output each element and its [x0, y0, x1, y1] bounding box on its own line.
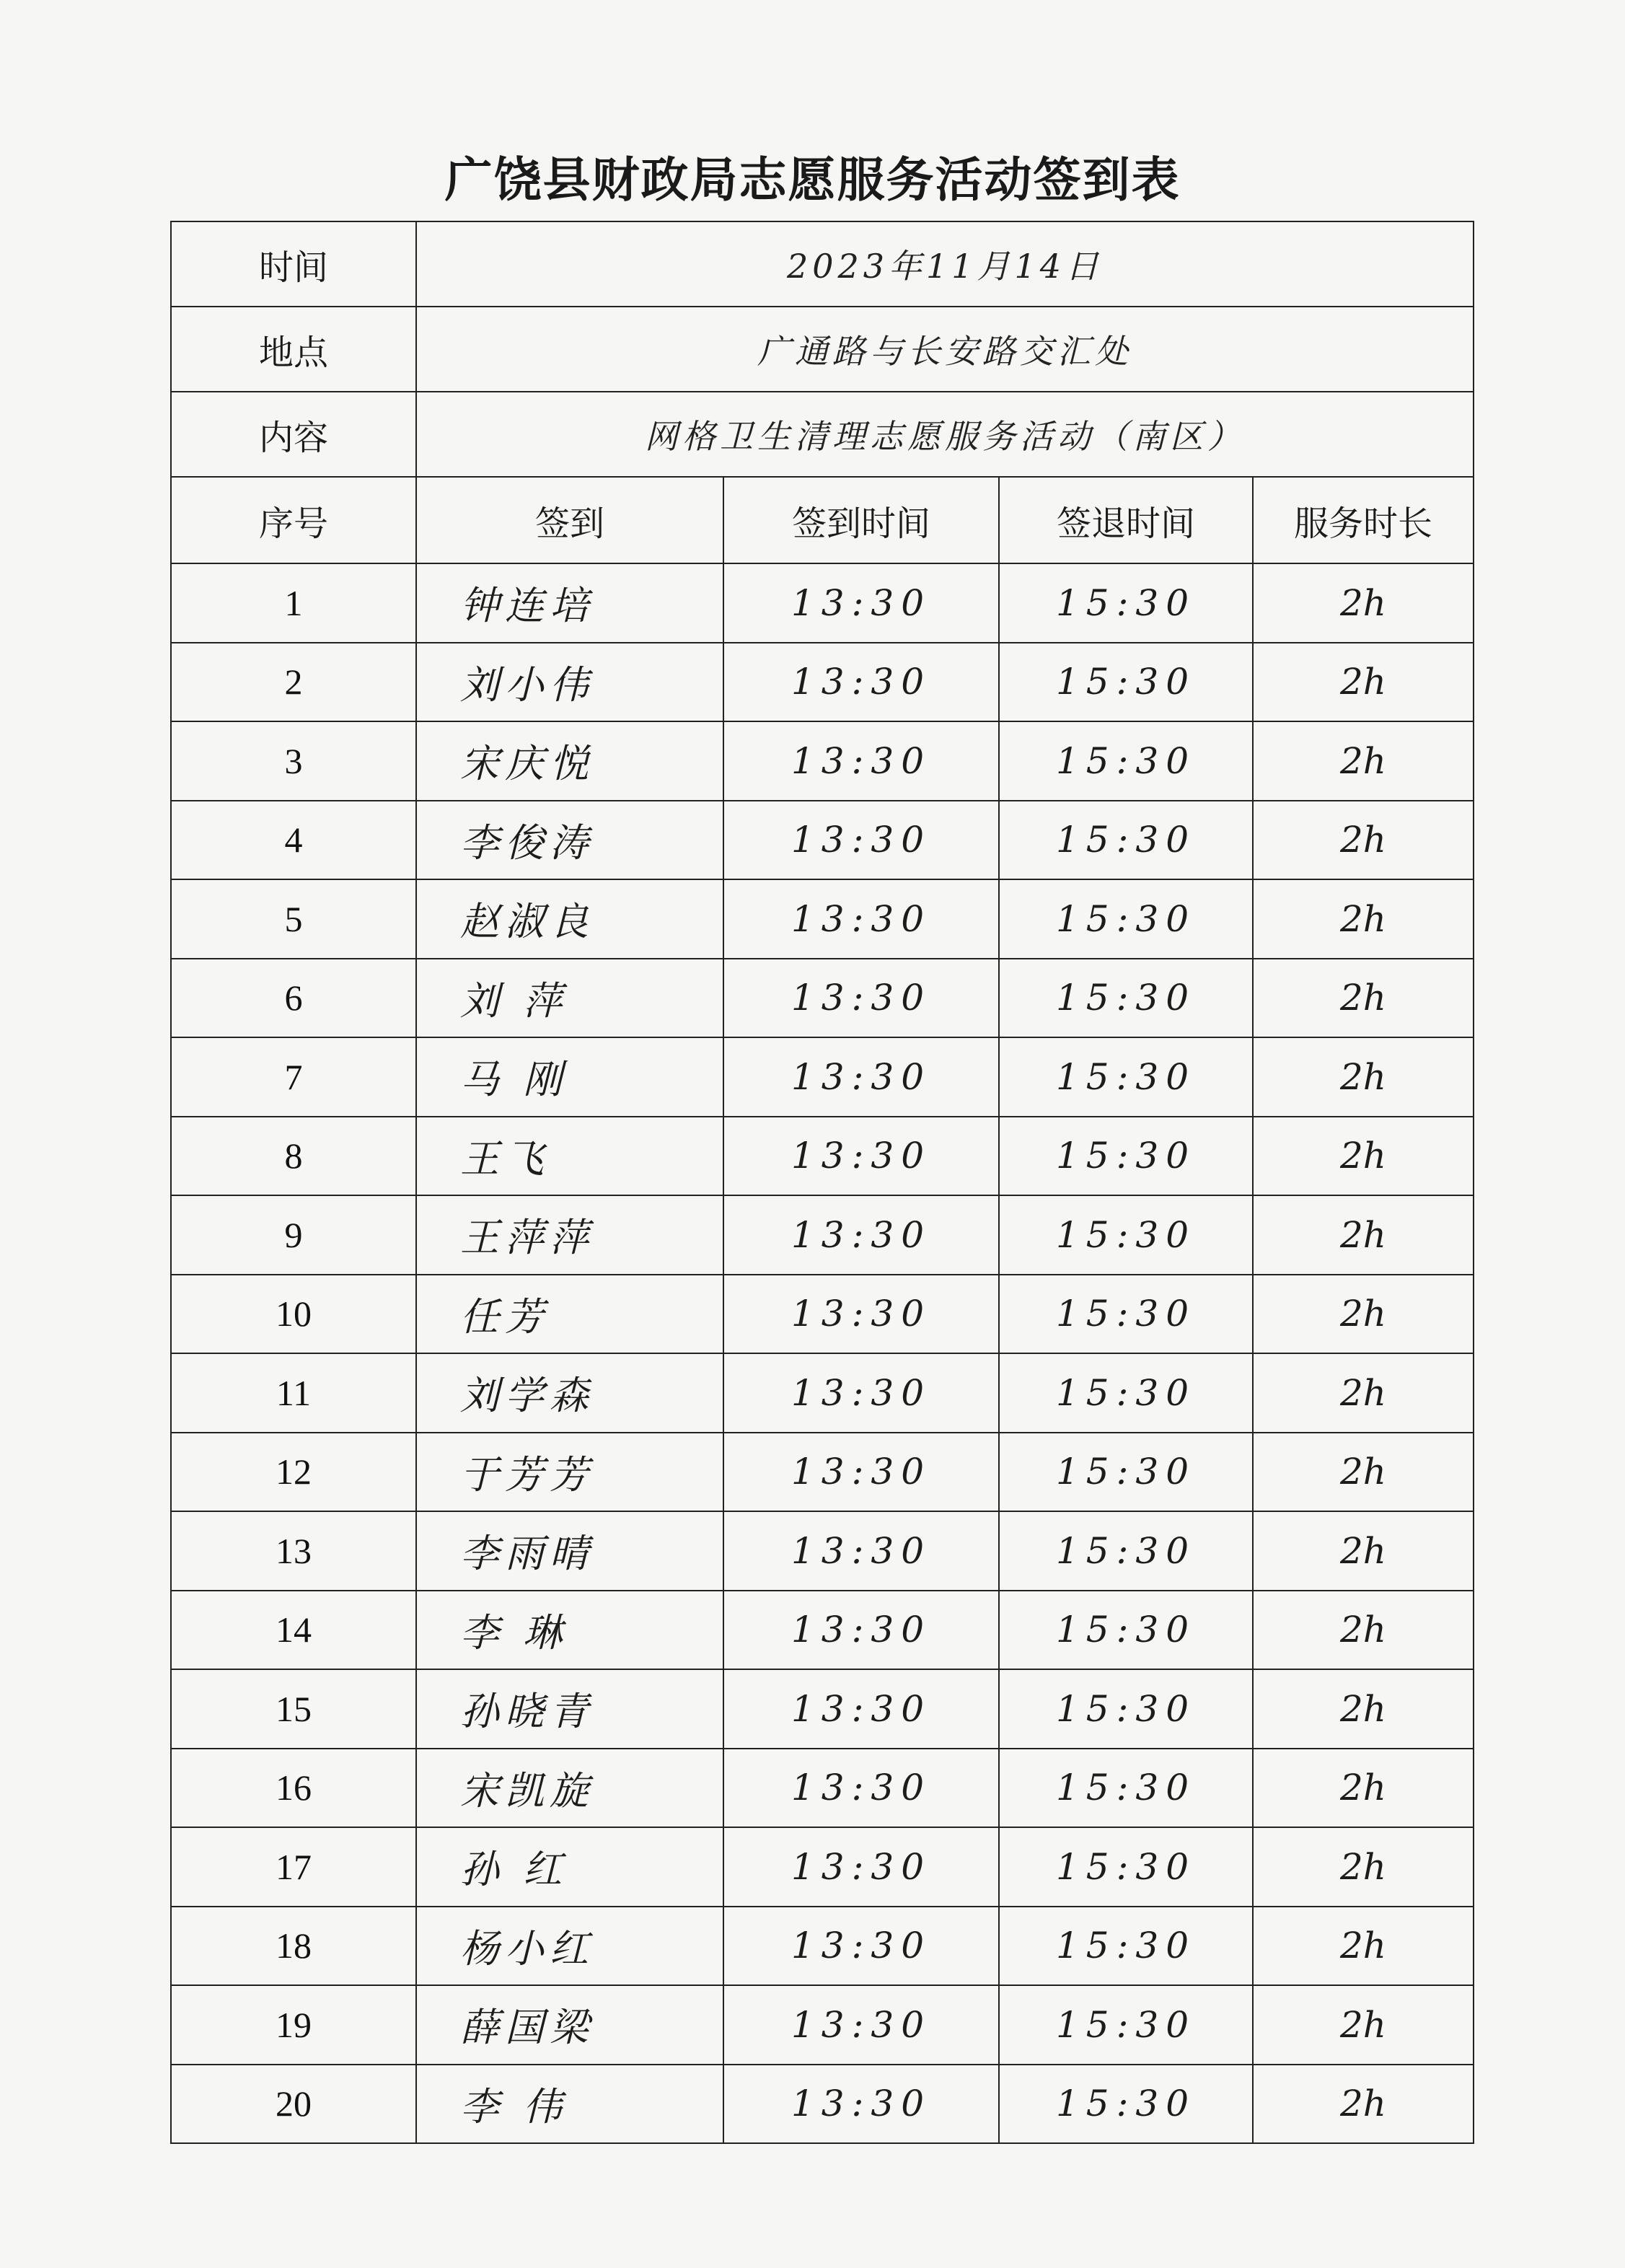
- table-row: [171, 1511, 1474, 1591]
- row-duration: 2h: [1253, 721, 1474, 801]
- row-signature: 孙晓青: [416, 1669, 723, 1749]
- table-row: [171, 643, 1474, 722]
- row-sign-in-time: 13:30: [723, 1433, 999, 1512]
- page-title: 广饶县财政局志愿服务活动签到表: [444, 152, 1181, 208]
- row-signature: 李雨晴: [416, 1511, 723, 1591]
- table-row: [171, 1591, 1474, 1670]
- row-sign-out-time: 15:30: [999, 1749, 1253, 1828]
- row-sign-out-time: 15:30: [999, 801, 1253, 880]
- row-sign-in-time: 13:30: [723, 563, 999, 643]
- row-seq: 1: [171, 563, 416, 643]
- table-row: [171, 1749, 1474, 1828]
- row-seq: 19: [171, 1985, 416, 2065]
- row-duration: 2h: [1253, 1749, 1474, 1828]
- header-sign-in-time: 签到时间: [723, 477, 999, 563]
- row-sign-out-time: 15:30: [999, 879, 1253, 959]
- row-duration: 2h: [1253, 2065, 1474, 2144]
- row-sign-out-time: 15:30: [999, 1591, 1253, 1670]
- table-row: [171, 721, 1474, 801]
- row-duration: 2h: [1253, 1433, 1474, 1512]
- row-signature: 宋庆悦: [416, 721, 723, 801]
- row-sign-out-time: 15:30: [999, 1195, 1253, 1275]
- row-duration: 2h: [1253, 1353, 1474, 1433]
- row-sign-out-time: 15:30: [999, 563, 1253, 643]
- row-duration: 2h: [1253, 1195, 1474, 1275]
- row-sign-out-time: 15:30: [999, 1511, 1253, 1591]
- table-row: [171, 1037, 1474, 1117]
- row-sign-in-time: 13:30: [723, 1749, 999, 1828]
- content-row: [171, 392, 1474, 477]
- row-sign-in-time: 13:30: [723, 1195, 999, 1275]
- row-sign-in-time: 13:30: [723, 2065, 999, 2144]
- row-duration: 2h: [1253, 1591, 1474, 1670]
- row-sign-out-time: 15:30: [999, 959, 1253, 1038]
- row-duration: 2h: [1253, 1037, 1474, 1117]
- row-seq: 4: [171, 801, 416, 880]
- row-sign-in-time: 13:30: [723, 801, 999, 880]
- row-sign-in-time: 13:30: [723, 1985, 999, 2065]
- row-duration: 2h: [1253, 1985, 1474, 2065]
- row-seq: 6: [171, 959, 416, 1038]
- time-value: 2023年11月14日: [416, 221, 1474, 307]
- row-sign-in-time: 13:30: [723, 1827, 999, 1907]
- table-row: [171, 879, 1474, 959]
- row-signature: 赵淑良: [416, 879, 723, 959]
- content-label: 内容: [171, 392, 416, 477]
- row-sign-out-time: 15:30: [999, 1353, 1253, 1433]
- row-duration: 2h: [1253, 1907, 1474, 1986]
- row-seq: 14: [171, 1591, 416, 1670]
- row-signature: 马 刚: [416, 1037, 723, 1117]
- row-sign-in-time: 13:30: [723, 1669, 999, 1749]
- row-seq: 18: [171, 1907, 416, 1986]
- table-row: [171, 1907, 1474, 1986]
- row-duration: 2h: [1253, 643, 1474, 722]
- row-seq: 10: [171, 1275, 416, 1354]
- row-seq: 15: [171, 1669, 416, 1749]
- row-signature: 任芳: [416, 1275, 723, 1354]
- row-signature: 李 琳: [416, 1591, 723, 1670]
- table-row: [171, 563, 1474, 643]
- row-sign-out-time: 15:30: [999, 643, 1253, 722]
- row-sign-out-time: 15:30: [999, 1275, 1253, 1354]
- table-row: [171, 1275, 1474, 1354]
- sign-in-table: [170, 221, 1474, 2144]
- table-header-row: [171, 477, 1474, 563]
- row-sign-in-time: 13:30: [723, 1907, 999, 1986]
- place-row: [171, 307, 1474, 392]
- row-seq: 16: [171, 1749, 416, 1828]
- table-row: [171, 801, 1474, 880]
- row-duration: 2h: [1253, 1827, 1474, 1907]
- row-duration: 2h: [1253, 1275, 1474, 1354]
- row-signature: 李俊涛: [416, 801, 723, 880]
- row-signature: 宋凯旋: [416, 1749, 723, 1828]
- row-seq: 9: [171, 1195, 416, 1275]
- row-signature: 于芳芳: [416, 1433, 723, 1512]
- row-sign-in-time: 13:30: [723, 643, 999, 722]
- row-duration: 2h: [1253, 1669, 1474, 1749]
- place-value: 广通路与长安路交汇处: [416, 307, 1474, 392]
- table-row: [171, 1827, 1474, 1907]
- header-seq: 序号: [171, 477, 416, 563]
- header-sign: 签到: [416, 477, 723, 563]
- time-row: [171, 221, 1474, 307]
- row-sign-out-time: 15:30: [999, 1433, 1253, 1512]
- row-sign-in-time: 13:30: [723, 959, 999, 1038]
- table-row: [171, 2065, 1474, 2144]
- content-value: 网格卫生清理志愿服务活动（南区）: [416, 392, 1474, 477]
- row-signature: 刘学森: [416, 1353, 723, 1433]
- row-seq: 12: [171, 1433, 416, 1512]
- table-row: [171, 1117, 1474, 1196]
- row-duration: 2h: [1253, 1117, 1474, 1196]
- row-signature: 杨小红: [416, 1907, 723, 1986]
- row-sign-out-time: 15:30: [999, 1907, 1253, 1986]
- row-sign-in-time: 13:30: [723, 1511, 999, 1591]
- row-duration: 2h: [1253, 1511, 1474, 1591]
- row-signature: 刘小伟: [416, 643, 723, 722]
- row-seq: 2: [171, 643, 416, 722]
- row-duration: 2h: [1253, 879, 1474, 959]
- row-sign-out-time: 15:30: [999, 721, 1253, 801]
- time-label: 时间: [171, 221, 416, 307]
- row-seq: 11: [171, 1353, 416, 1433]
- row-signature: 刘 萍: [416, 959, 723, 1038]
- row-signature: 钟连培: [416, 563, 723, 643]
- row-seq: 13: [171, 1511, 416, 1591]
- row-sign-in-time: 13:30: [723, 1037, 999, 1117]
- row-sign-out-time: 15:30: [999, 1117, 1253, 1196]
- header-duration: 服务时长: [1253, 477, 1474, 563]
- header-sign-out-time: 签退时间: [999, 477, 1253, 563]
- row-seq: 20: [171, 2065, 416, 2144]
- row-sign-in-time: 13:30: [723, 1275, 999, 1354]
- row-duration: 2h: [1253, 959, 1474, 1038]
- table-row: [171, 1985, 1474, 2065]
- row-sign-out-time: 15:30: [999, 1037, 1253, 1117]
- row-sign-out-time: 15:30: [999, 1985, 1253, 2065]
- row-sign-out-time: 15:30: [999, 2065, 1253, 2144]
- row-sign-in-time: 13:30: [723, 721, 999, 801]
- table-row: [171, 959, 1474, 1038]
- table-row: [171, 1195, 1474, 1275]
- row-signature: 王飞: [416, 1117, 723, 1196]
- row-seq: 17: [171, 1827, 416, 1907]
- table-row: [171, 1433, 1474, 1512]
- place-label: 地点: [171, 307, 416, 392]
- row-sign-out-time: 15:30: [999, 1669, 1253, 1749]
- row-signature: 薛国梁: [416, 1985, 723, 2065]
- row-duration: 2h: [1253, 801, 1474, 880]
- row-signature: 孙 红: [416, 1827, 723, 1907]
- row-seq: 3: [171, 721, 416, 801]
- row-sign-in-time: 13:30: [723, 1591, 999, 1670]
- row-seq: 5: [171, 879, 416, 959]
- row-sign-in-time: 13:30: [723, 1353, 999, 1433]
- row-signature: 李 伟: [416, 2065, 723, 2144]
- row-seq: 7: [171, 1037, 416, 1117]
- row-seq: 8: [171, 1117, 416, 1196]
- row-sign-out-time: 15:30: [999, 1827, 1253, 1907]
- row-sign-in-time: 13:30: [723, 1117, 999, 1196]
- row-signature: 王萍萍: [416, 1195, 723, 1275]
- row-sign-in-time: 13:30: [723, 879, 999, 959]
- table-row: [171, 1669, 1474, 1749]
- table-row: [171, 1353, 1474, 1433]
- row-duration: 2h: [1253, 563, 1474, 643]
